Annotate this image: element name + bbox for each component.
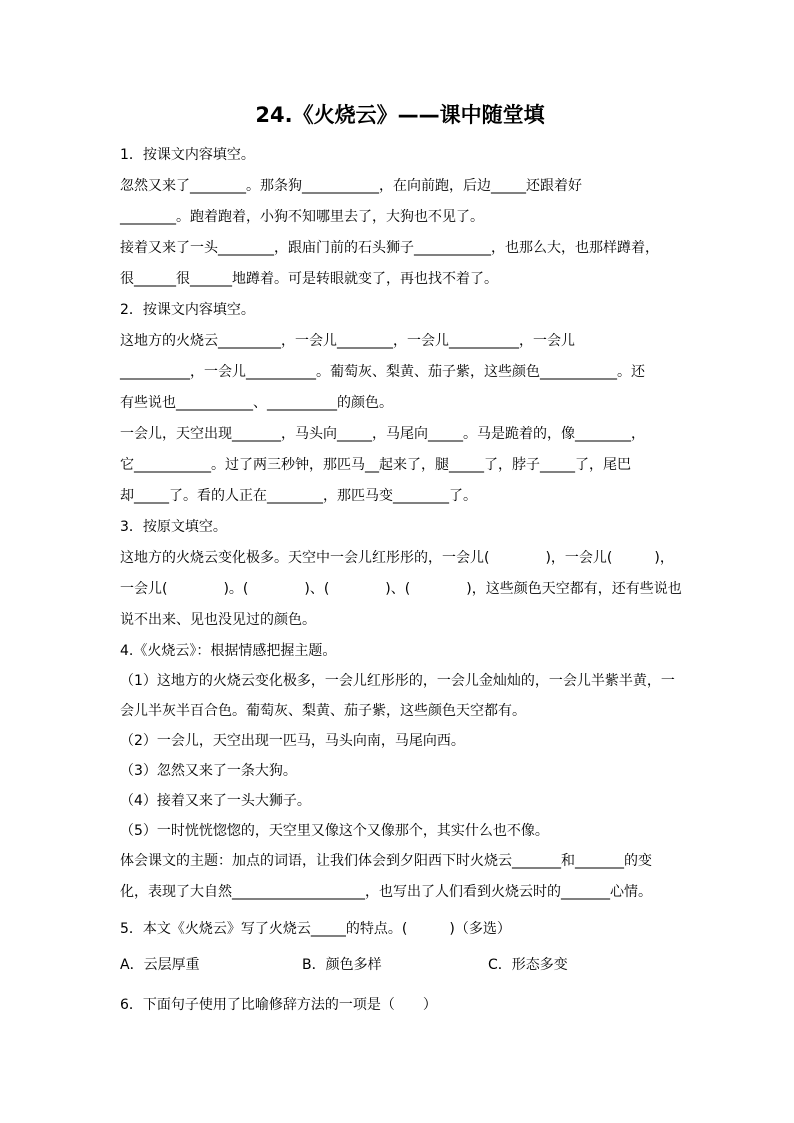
page-title: 24.《火烧云》——课中随堂填 <box>255 103 545 127</box>
fill-line: 有些说也___________、__________的颜色。 <box>120 395 393 411</box>
question-1 <box>120 140 680 295</box>
fill-line: 忽然又来了________。那条狗___________，在向前跑，后边_____还跟着好 <box>120 178 582 194</box>
sentence-item: （5）一时恍恍惚惚的，天空里又像这个又像那个，其实什么也不像。 <box>120 823 549 839</box>
worksheet-page <box>120 100 680 1025</box>
fill-line: 一会儿，天空出现_______，马头向_____，马尾向_____。马是跪着的，像________， <box>120 426 645 442</box>
question-heading: 1．按课文内容填空。 <box>120 147 255 163</box>
theme-summary-line: 化，表现了大自然___________________，也写出了人们看到火烧云时的_______心情。 <box>120 884 652 900</box>
question-heading: 2．按课文内容填空。 <box>120 302 255 318</box>
theme-summary-line: 体会课文的主题：加点的词语，让我们体会到夕阳西下时火烧云_______和_______的变 <box>120 853 652 869</box>
fill-line: 一会儿( )。( )、( )、( )，这些颜色天空都有，还有些说也 <box>120 581 682 597</box>
fill-line: 很______很______地蹲着。可是转眼就变了，再也找不着了。 <box>120 271 498 287</box>
fill-line: 说不出来、见也没见过的颜色。 <box>120 612 316 628</box>
question-3 <box>120 512 680 636</box>
question-heading: 4.《火烧云》：根据情感把握主题。 <box>120 643 337 659</box>
fill-line: __________，一会儿__________。葡萄灰、梨黄、茄子紫，这些颜色___________。还 <box>120 364 645 380</box>
question-heading: 3．按原文填空。 <box>120 519 227 535</box>
question-6 <box>120 985 680 1025</box>
question-5 <box>120 914 680 985</box>
fill-line: 它___________。过了两三秒钟，那匹马__起来了，腿_____了，脖子_____了，尾巴 <box>120 457 631 473</box>
fill-line: 接着又来了一头________，跟庙门前的石头狮子___________，也那么大，也那样蹲着， <box>120 240 659 256</box>
sentence-item: （1）这地方的火烧云变化极多，一会儿红彤彤的，一会儿金灿灿的，一会儿半紫半黄，一 <box>120 673 675 689</box>
sentence-item: （2）一会儿，天空出现一匹马，马头向南，马尾向西。 <box>120 733 465 749</box>
option-b: B．颜色多样 <box>302 957 382 973</box>
option-c: C．形态多变 <box>488 957 568 973</box>
question-heading: 5．本文《火烧云》写了火烧云_____的特点。( )（多选） <box>120 921 511 937</box>
fill-line: 却_____了。看的人正在________，那匹马变________了。 <box>120 488 477 504</box>
sentence-item: 会儿半灰半百合色。葡萄灰、梨黄、茄子紫，这些颜色天空都有。 <box>120 703 526 719</box>
question-heading: 6．下面句子使用了比喻修辞方法的一项是（ ） <box>120 997 437 1013</box>
options-row <box>120 945 680 985</box>
option-a: A．云层厚重 <box>120 957 200 973</box>
fill-line: ________。跑着跑着，小狗不知哪里去了，大狗也不见了。 <box>120 209 484 225</box>
sentence-item: （4）接着又来了一头大狮子。 <box>120 793 311 809</box>
fill-line: 这地方的火烧云_________，一会儿________，一会儿__________，一会儿 <box>120 333 575 349</box>
sentence-item: （3）忽然又来了一条大狗。 <box>120 763 297 779</box>
fill-line: 这地方的火烧云变化极多。天空中一会儿红彤彤的，一会儿( )，一会儿( )， <box>120 550 674 566</box>
question-4 <box>120 636 680 908</box>
question-2 <box>120 295 680 512</box>
